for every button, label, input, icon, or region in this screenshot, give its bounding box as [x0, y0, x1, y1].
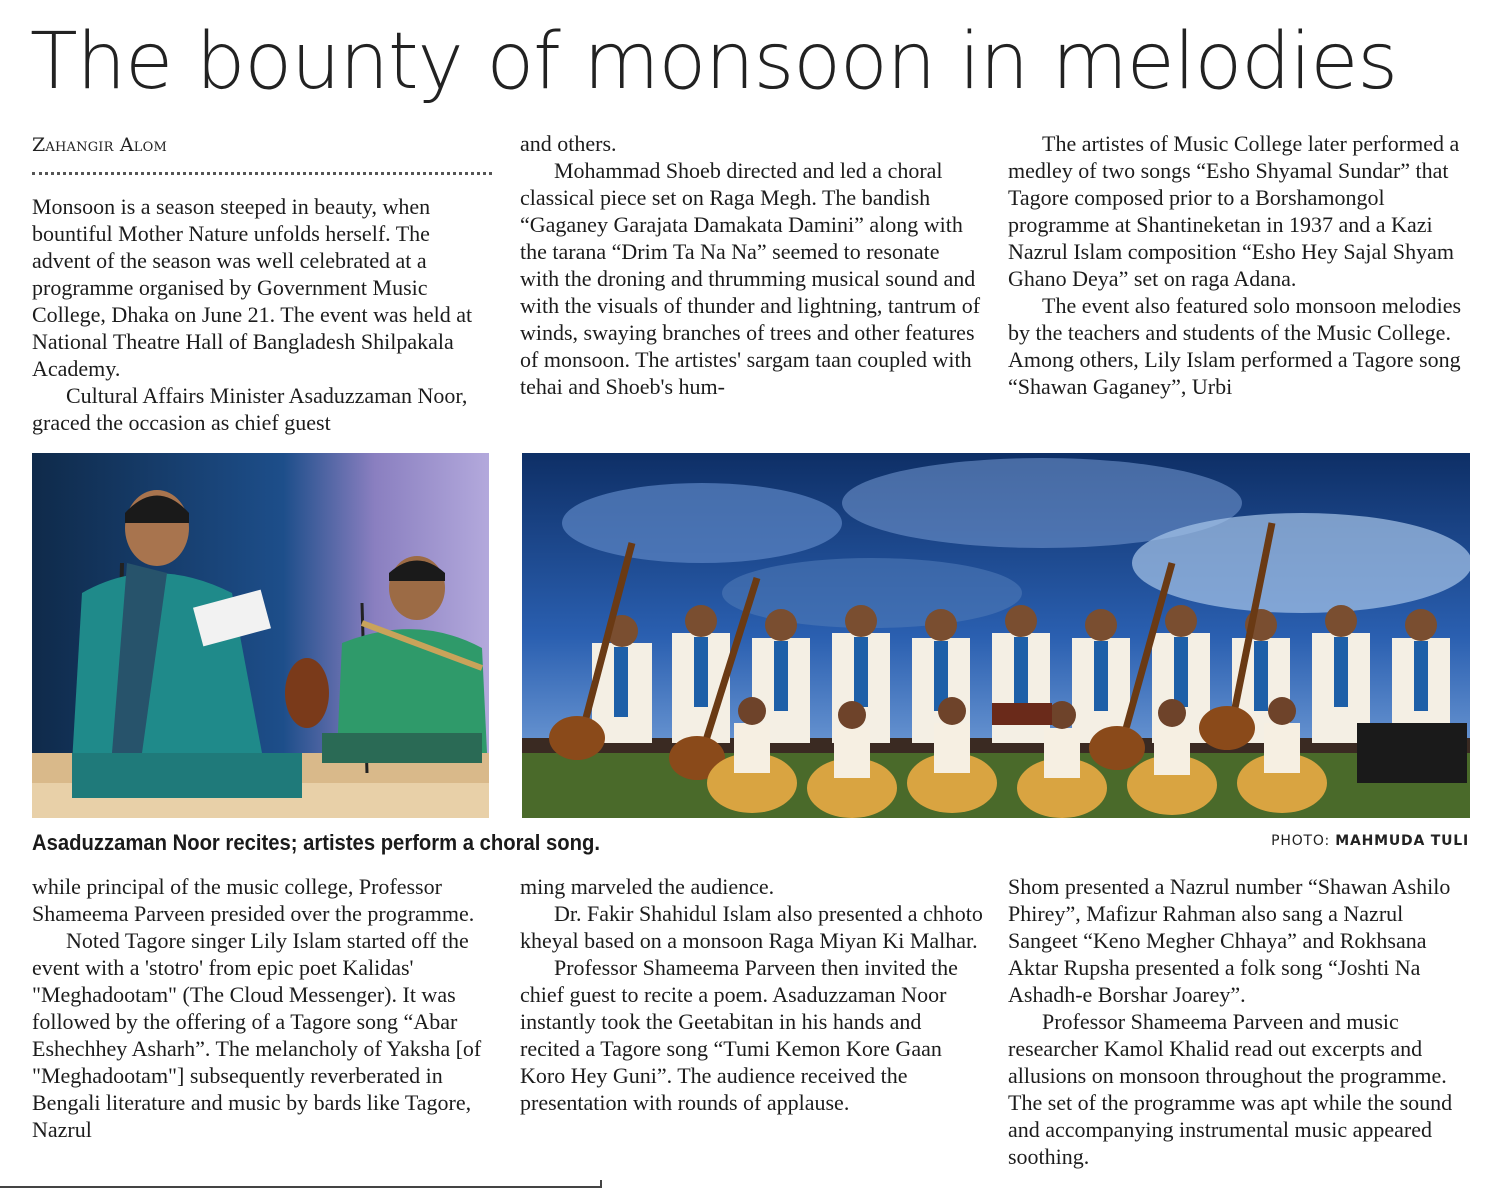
credit-label: PHOTO: [1271, 833, 1336, 849]
paragraph: ming marveled the audience. [520, 874, 775, 899]
paragraph: Noted Tagore singer Lily Islam started off the event with a 'stotro' from epic poet Kalidas' "Meghadootam" (The Cloud Messenger). It was followed by the offering of a Tagore song “Abar Eshechhey Asharh”. The melancholy of Yaksha [of "Meghadootam"] subsequently reverberated in Bengali literature and music by bards like Tagore, Nazrul [32, 928, 482, 1142]
paragraph: Cultural Affairs Minister Asaduzzaman Noor, graced the occasion as chief guest [32, 383, 468, 435]
column-3-bottom [1008, 873, 1472, 1170]
headline: The bounty of monsoon in melodies [30, 17, 1398, 107]
credit-name: MAHMUDA TULI [1335, 833, 1469, 849]
photo-noor-recites [32, 453, 489, 818]
column-2-bottom [520, 873, 984, 1116]
column-1-top [32, 193, 494, 436]
paragraph: Professor Shameema Parveen and music researcher Kamol Khalid read out excerpts and allusions on monsoon throughout the programme. The set of the programme was apt while the sound and accompanying instrumental music appeared soothing. [1008, 1009, 1453, 1169]
column-2-top [520, 130, 984, 400]
column-1-bottom [32, 873, 496, 1143]
paragraph: Mohammad Shoeb directed and led a choral classical piece set on Raga Megh. The bandish “Gaganey Garajata Damakata Damini” along with the tarana “Drim Ta Na Na” seemed to resonate with the droning and thrumming musical sound and with the visuals of thunder and lightning, tantrum of winds, swaying branches of trees and other features of monsoon. The artistes' sargam taan coupled with tehai and Shoeb's hum- [520, 158, 981, 399]
paragraph: Shom presented a Nazrul number “Shawan Ashilo Phirey”, Mafizur Rahman also sang a Nazrul Sangeet “Keno Megher Chhaya” and Rokhsana Aktar Rupsha presented a folk song “Joshti Na Ashadh-e Borshar Joarey”. [1008, 874, 1451, 1007]
paragraph: The event also featured solo monsoon melodies by the teachers and students of the Music College. Among others, Lily Islam performed a Tagore song “Shawan Gaganey”, Urbi [1008, 293, 1462, 399]
bottom-rule-end [600, 1180, 602, 1188]
paragraph: Monsoon is a season steeped in beauty, when bountiful Mother Nature unfolds herself. The advent of the season was well celebrated at a programme organised by Government Music College, Dhaka on June 21. The event was held at National Theatre Hall of Bangladesh Shilpakala Academy. [32, 194, 473, 381]
photo-caption: Asaduzzaman Noor recites; artistes perform a choral song. [32, 830, 601, 855]
paragraph: Professor Shameema Parveen then invited the chief guest to recite a poem. Asaduzzaman Noor instantly took the Geetabitan in his hands and recited a Tagore song “Tumi Kemon Kore Gaan Koro Hey Guni”. The audience received the presentation with rounds of applause. [520, 955, 958, 1115]
dotted-separator [32, 172, 492, 175]
photo-credit [1271, 830, 1469, 852]
paragraph: Dr. Fakir Shahidul Islam also presented a chhoto kheyal based on a monsoon Raga Miyan Ki Malhar. [520, 901, 983, 953]
paragraph: and others. [520, 131, 617, 156]
column-3-top [1008, 130, 1472, 400]
bottom-rule [0, 1186, 600, 1188]
photo-choral-song [522, 453, 1470, 818]
byline: Zahangir Alom [32, 134, 167, 156]
paragraph: The artistes of Music College later performed a medley of two songs “Esho Shyamal Sundar” that Tagore composed prior to a Borshamongol programme at Shantineketan in 1937 and a Kazi Nazrul Islam composition “Esho Hey Sajal Shyam Ghano Deya” set on raga Adana. [1008, 131, 1460, 291]
paragraph: while principal of the music college, Professor Shameema Parveen presided over the programme. [32, 874, 475, 926]
